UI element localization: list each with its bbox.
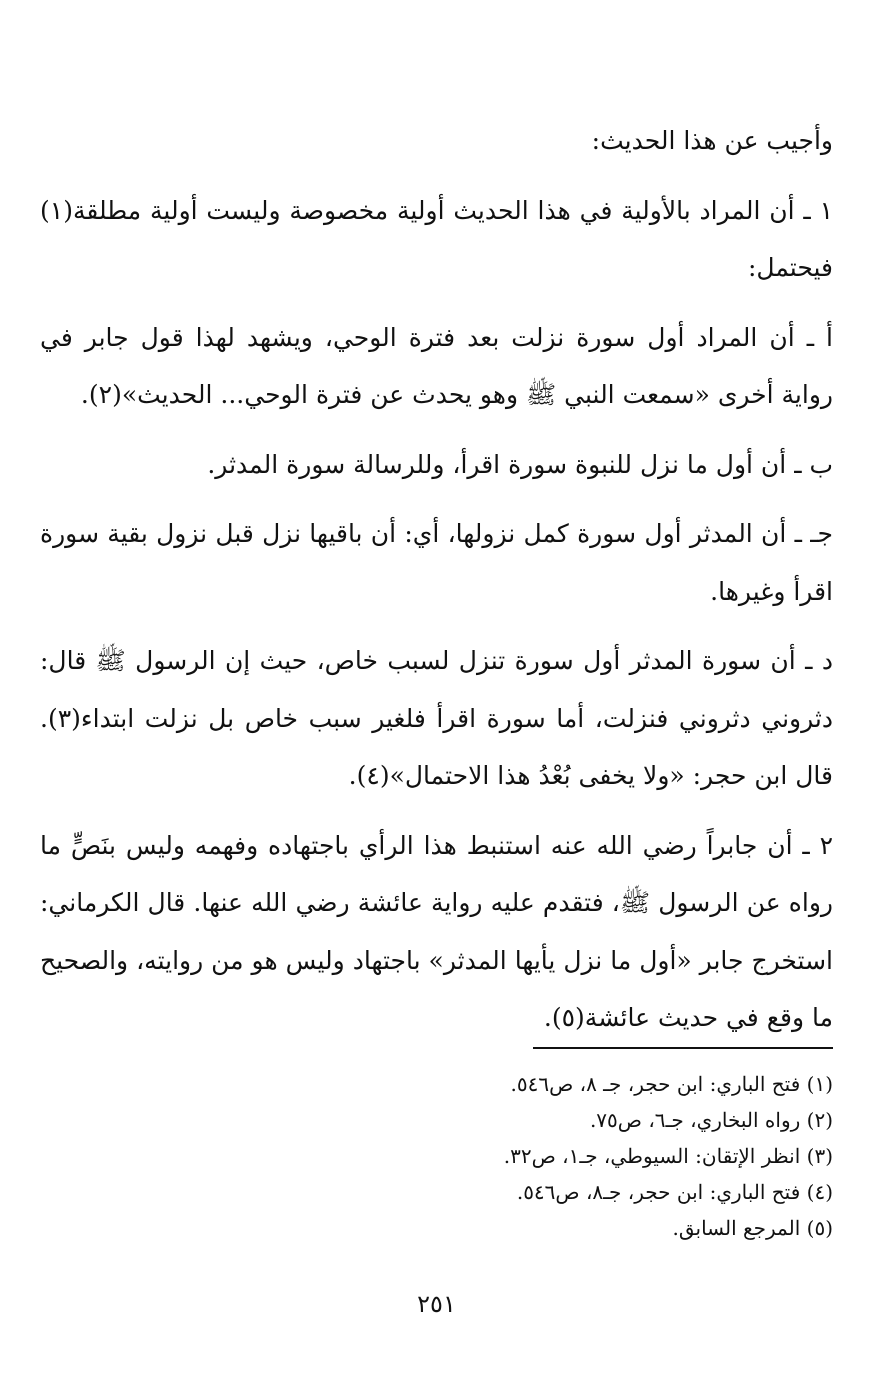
paragraph-point-b: ب ـ أن أول ما نزل للنبوة سورة اقرأ، وللرسالة سورة المدثر. [207,449,833,479]
footnotes [40,1066,833,1246]
paragraph-point-c: جـ ـ أن المدثر أول سورة كمل نزولها، أي: أن باقيها نزل قبل نزول بقية سورة اقرأ وغيرها. [40,519,833,606]
paragraph-point-a: أ ـ أن المراد أول سورة نزلت بعد فترة الوحي، ويشهد لهذا قول جابر في رواية أخرى «سمعت النبي ﷺ وهو يحدث عن فترة الوحي... الحديث»(٢). [40,322,833,409]
footnote-divider [533,1047,833,1049]
paragraph-intro: وأجيب عن هذا الحديث: [591,126,833,155]
footnote-3: (٣) انظر الإتقان: السيوطي، جـ١، ص٣٢. [503,1144,833,1168]
paragraph-point-1: ١ ـ أن المراد بالأولية في هذا الحديث أولية مخصوصة وليست أولية مطلقة(١) فيحتمل: [40,195,833,282]
paragraph-point-2: ٢ ـ أن جابراً رضي الله عنه استنبط هذا الرأي باجتهاده وفهمه وليس بنَصٍّ ما رواه عن الرسول ﷺ، فتقدم عليه رواية عائشة رضي الله عنها. قال الكرماني: استخرج جابر «أول ما نزل يأيها المدثر» باجتهاد وليس هو من روايته، والصحيح ما وقع في حديث عائشة(٥). [40,830,833,1032]
body-text [40,112,833,1047]
footnote-4: (٤) فتح الباري: ابن حجر، جـ٨، ص٥٤٦. [516,1180,833,1204]
footnote-5: (٥) المرجع السابق. [672,1216,833,1240]
footnote-1: (١) فتح الباري: ابن حجر، جـ ٨، ص٥٤٦. [510,1072,833,1096]
footnote-2: (٢) رواه البخاري، جـ٦، ص٧٥. [589,1108,833,1132]
page-number: ٢٥١ [417,1290,456,1318]
paragraph-point-d: د ـ أن سورة المدثر أول سورة تنزل لسبب خاص، حيث إن الرسول ﷺ قال: دثروني دثروني فنزلت، أما سورة اقرأ فلغير سبب خاص بل نزلت ابتداء(٣). قال ابن حجر: «ولا يخفى بُعْدُ هذا الاحتمال»(٤). [40,646,833,790]
